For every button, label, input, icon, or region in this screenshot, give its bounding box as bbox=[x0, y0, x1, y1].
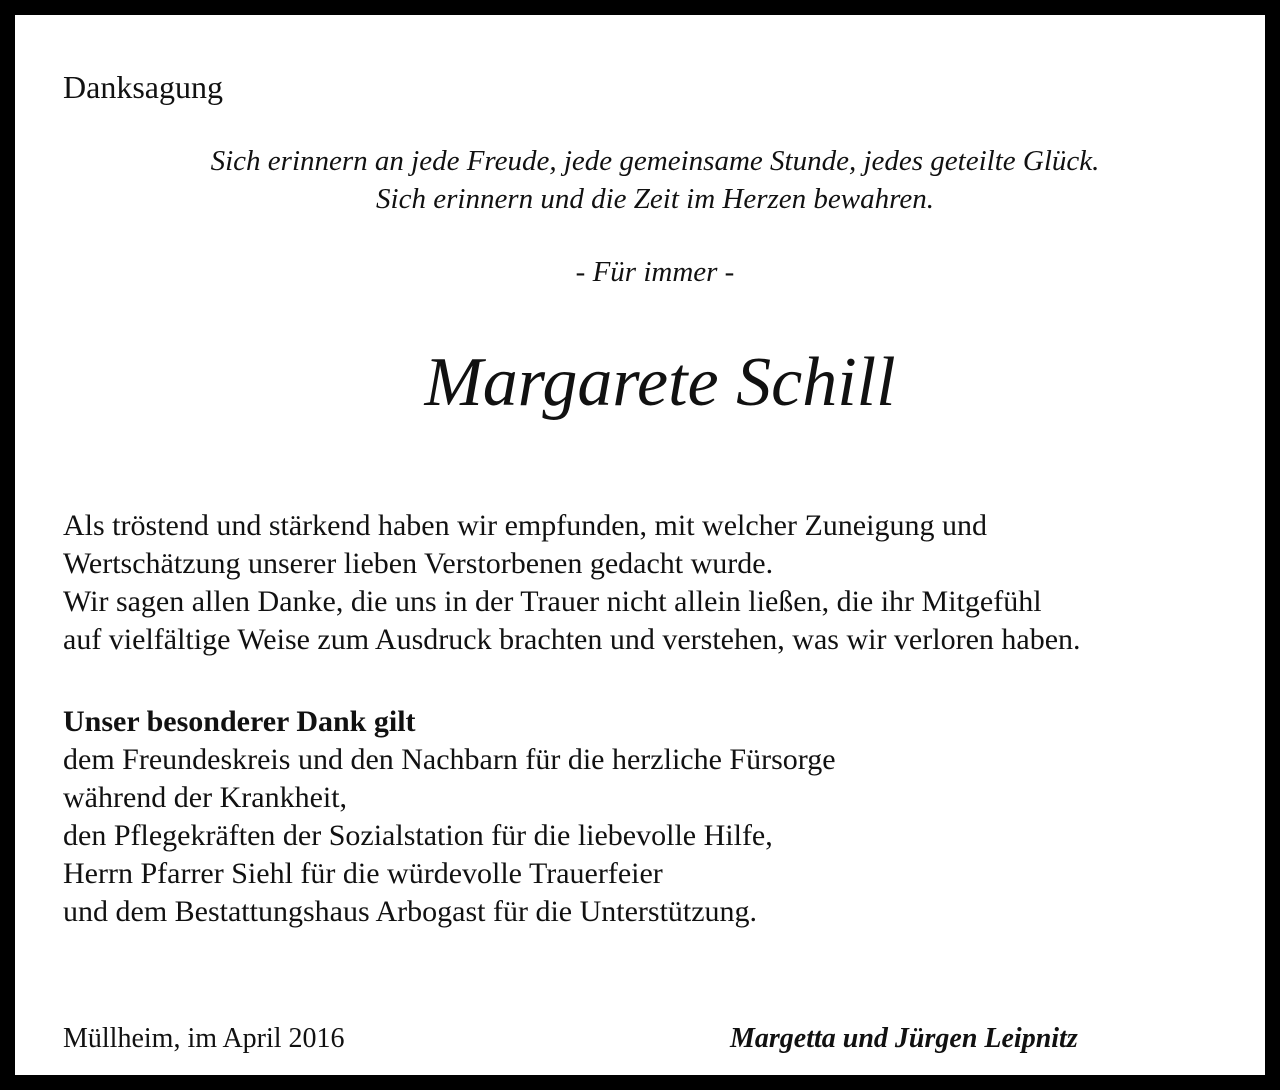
thanks-paragraph bbox=[63, 507, 1081, 659]
motto-line-2: Sich erinnern und die Zeit im Herzen bewahren. bbox=[376, 183, 934, 215]
paragraph-line: auf vielfältige Weise zum Ausdruck brachten und verstehen, was wir verloren haben. bbox=[63, 623, 1081, 656]
place-date: Müllheim, im April 2016 bbox=[63, 1023, 345, 1054]
forever-line: - Für immer - bbox=[575, 256, 735, 288]
deceased-name: Margarete Schill bbox=[424, 344, 896, 421]
special-thanks-line: Herrn Pfarrer Siehl für die würdevolle Trauerfeier bbox=[63, 857, 663, 890]
paragraph-line: Wir sagen allen Danke, die uns in der Trauer nicht allein ließen, die ihr Mitgefühl bbox=[63, 585, 1042, 618]
paragraph-line: Wertschätzung unserer lieben Verstorbenen gedacht wurde. bbox=[63, 547, 774, 580]
motto-line-1: Sich erinnern an jede Freude, jede gemeinsame Stunde, jedes geteilte Glück. bbox=[210, 145, 1100, 177]
special-thanks-title: Unser besonderer Dank gilt bbox=[63, 705, 416, 738]
special-thanks-line: und dem Bestattungshaus Arbogast für die Unterstützung. bbox=[63, 895, 758, 928]
notice-heading: Danksagung bbox=[63, 69, 223, 105]
special-thanks-section bbox=[63, 703, 836, 931]
signature: Margetta und Jürgen Leipnitz bbox=[730, 1023, 1078, 1054]
paragraph-line: Als tröstend und stärkend haben wir empfunden, mit welcher Zuneigung und bbox=[63, 509, 987, 542]
special-thanks-line: dem Freundeskreis und den Nachbarn für die herzliche Fürsorge bbox=[63, 743, 836, 776]
special-thanks-line: den Pflegekräften der Sozialstation für die liebevolle Hilfe, bbox=[63, 819, 773, 852]
special-thanks-line: während der Krankheit, bbox=[63, 781, 348, 814]
